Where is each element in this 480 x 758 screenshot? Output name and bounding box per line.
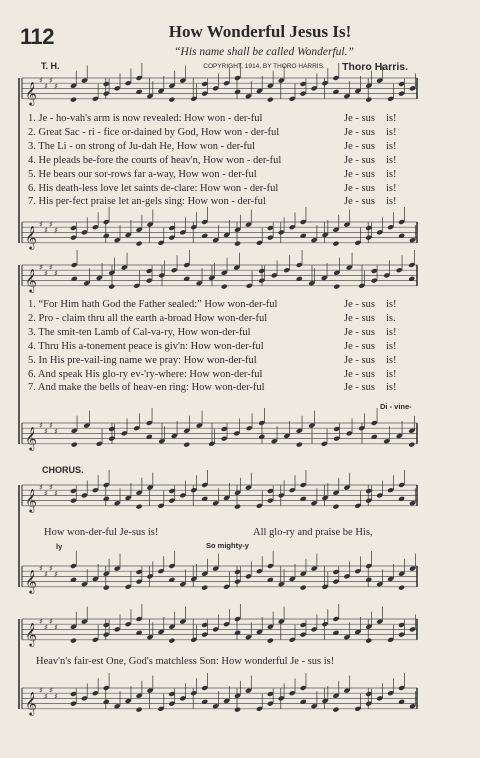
verse-is: is! [386, 368, 397, 380]
verse-jesus: Je - sus [344, 168, 375, 180]
chorus-line-2: Heav'n's fair-est One, God's matchless Son: How wonderful Je - sus is! [36, 656, 335, 667]
sharp-icon: ♯ [44, 427, 48, 436]
sharp-icon: ♯ [44, 489, 48, 498]
sharp-icon: ♯ [39, 220, 43, 229]
verse-line [28, 341, 408, 352]
clef-icon: 𝄞 [25, 80, 37, 105]
verse-is: is! [386, 126, 397, 138]
verse-line [28, 155, 408, 166]
note-head [333, 284, 340, 290]
verse-is: is! [386, 382, 397, 394]
verse-text: 4. Thru His a-tonement peace is giv'n: How won-der-ful [28, 340, 264, 352]
sharp-icon: ♯ [39, 564, 43, 573]
chorus-ly: ly [56, 542, 63, 551]
verse-line [28, 169, 408, 180]
verse-line [28, 313, 408, 324]
verse-text: 5. He bears our sor-rows far a-way, How won - der-ful [28, 168, 257, 180]
note-head [267, 97, 274, 103]
sharp-icon: ♯ [49, 76, 53, 85]
sharp-icon: ♯ [39, 76, 43, 85]
verse-line [28, 196, 408, 207]
verse-text: 6. His death-less love let saints de-clare: How won - der-ful [28, 182, 279, 194]
note-head [103, 585, 110, 591]
verse-line [28, 382, 408, 393]
verse-line [28, 355, 408, 366]
note-head [300, 585, 307, 591]
verse-line [28, 369, 408, 380]
verse-jesus: Je - sus [344, 340, 375, 352]
verse-is: is! [386, 299, 397, 310]
sharp-icon: ♯ [49, 617, 53, 626]
note-head [136, 241, 143, 247]
verse-is: is! [386, 340, 397, 352]
note-head [234, 707, 241, 713]
sharp-icon: ♯ [39, 263, 43, 272]
sharp-icon: ♯ [44, 82, 48, 91]
hymn-number: 112 [20, 24, 54, 49]
verse-jesus: Je - sus [344, 382, 375, 394]
verse-is: is! [386, 326, 397, 338]
note-head [70, 97, 77, 103]
note-head [70, 638, 77, 644]
verse-text: 7. His per-fect praise let an-gels sing: How won - der-ful [28, 196, 266, 208]
verse-jesus: Je - sus [344, 113, 375, 124]
sharp-icon: ♯ [39, 421, 43, 430]
verse-text: 1. “For Him hath God the Father sealed:” How won-der-ful [28, 299, 278, 310]
verse-is: is! [386, 168, 397, 180]
verse-text: 7. And make the bells of heav-en ring: How won-der-ful [28, 382, 265, 394]
note-head [365, 638, 372, 644]
note-head [183, 442, 190, 448]
verse-is: is! [386, 140, 397, 152]
note-head [221, 284, 228, 290]
copyright-notice: COPYRIGHT, 1914, BY THORO HARRIS. [203, 63, 325, 70]
note-head [136, 707, 143, 713]
sharp-icon: ♯ [54, 82, 58, 91]
note-head [365, 97, 372, 103]
chorus-label: CHORUS. [42, 465, 84, 475]
sharp-icon: ♯ [49, 483, 53, 492]
sharp-icon: ♯ [54, 427, 58, 436]
verse-jesus: Je - sus [344, 196, 375, 208]
sharp-icon: ♯ [49, 421, 53, 430]
note-head [332, 241, 339, 247]
verse-line [28, 299, 408, 310]
clef-icon: 𝄞 [25, 425, 37, 450]
note-head [201, 585, 208, 591]
verse-jesus: Je - sus [344, 354, 375, 366]
verse-is: is! [386, 182, 397, 194]
verse-jesus: Je - sus [344, 368, 375, 380]
note-head [267, 638, 274, 644]
verse-line [28, 113, 408, 124]
verse-is: is! [386, 113, 397, 124]
verse-text: 4. He pleads be-fore the courts of heav'n, How won - der-ful [28, 154, 282, 166]
verse-line [28, 327, 408, 338]
verse-jesus: Je - sus [344, 126, 375, 138]
verse-text: 1. Je - ho-vah's arm is now revealed: How won - der-ful [28, 113, 263, 124]
clef-icon: 𝄞 [25, 690, 37, 715]
sharp-icon: ♯ [54, 226, 58, 235]
verse-is: is! [386, 354, 397, 366]
note-head [168, 97, 175, 103]
clef-icon: 𝄞 [25, 267, 37, 292]
hymn-title: How Wonderful Jesus Is! [168, 22, 352, 41]
note-head [71, 442, 78, 448]
verse-is: is! [386, 196, 397, 208]
sharp-icon: ♯ [44, 570, 48, 579]
note-head [234, 504, 241, 510]
note-head [296, 442, 303, 448]
chorus-line-1a: How won-der-ful Je-sus is! [44, 527, 159, 538]
note-head [234, 241, 241, 247]
verse-line [28, 183, 408, 194]
verse-text: 3. The smit-ten Lamb of Cal-va-ry, How won-der-ful [28, 326, 251, 338]
sharp-icon: ♯ [44, 692, 48, 701]
sharp-icon: ♯ [54, 623, 58, 632]
verse-is: is. [386, 312, 396, 324]
verse-jesus: Je - sus [344, 154, 375, 166]
verse-is: is! [386, 154, 397, 166]
clef-icon: 𝄞 [25, 487, 37, 512]
sharp-icon: ♯ [44, 623, 48, 632]
note-head [168, 638, 175, 644]
note-head [332, 504, 339, 510]
sharp-icon: ♯ [44, 226, 48, 235]
hymn-epigraph: “His name shall be called Wonderful.” [174, 46, 354, 58]
verse-text: 2. Great Sac - ri - fice or-dained by God, How won - der-ful [28, 126, 280, 138]
clef-icon: 𝄞 [25, 621, 37, 646]
verse-line [28, 127, 408, 138]
chorus-so-mighty: So mighty-y [206, 541, 249, 550]
sharp-icon: ♯ [54, 692, 58, 701]
verse-jesus: Je - sus [344, 312, 375, 324]
note-head [136, 504, 143, 510]
sharp-icon: ♯ [49, 564, 53, 573]
sharp-icon: ♯ [54, 269, 58, 278]
note-head [398, 585, 405, 591]
verse-jesus: Je - sus [344, 299, 375, 310]
sharp-icon: ♯ [39, 483, 43, 492]
verse-text: 2. Pro - claim thru all the earth a-broad How won-der-ful [28, 312, 268, 324]
divine-label: Di - vine- [380, 402, 412, 411]
sharp-icon: ♯ [54, 570, 58, 579]
clef-icon: 𝄞 [25, 224, 37, 249]
verse-jesus: Je - sus [344, 182, 375, 194]
note-head [332, 707, 339, 713]
sharp-icon: ♯ [39, 617, 43, 626]
sharp-icon: ♯ [39, 686, 43, 695]
sharp-icon: ♯ [49, 686, 53, 695]
verse-text: 6. And speak His glo-ry ev-'ry-where: How won-der-ful [28, 368, 263, 380]
note-head [108, 284, 115, 290]
sharp-icon: ♯ [54, 489, 58, 498]
author-initials: T. H. [41, 61, 60, 71]
sharp-icon: ♯ [49, 220, 53, 229]
composer-name: Thoro Harris. [342, 61, 408, 73]
sharp-icon: ♯ [44, 269, 48, 278]
sharp-icon: ♯ [49, 263, 53, 272]
chorus-line-1b: All glo-ry and praise be His, [253, 527, 373, 538]
verse-line [28, 141, 408, 152]
clef-icon: 𝄞 [25, 568, 37, 593]
verse-text: 5. In His pre-vail-ing name we pray: How won-der-ful [28, 354, 257, 366]
note-head [408, 442, 415, 448]
verse-jesus: Je - sus [344, 326, 375, 338]
verse-jesus: Je - sus [344, 140, 375, 152]
verse-text: 3. The Li - on strong of Ju-dah He, How won - der-ful [28, 140, 256, 152]
